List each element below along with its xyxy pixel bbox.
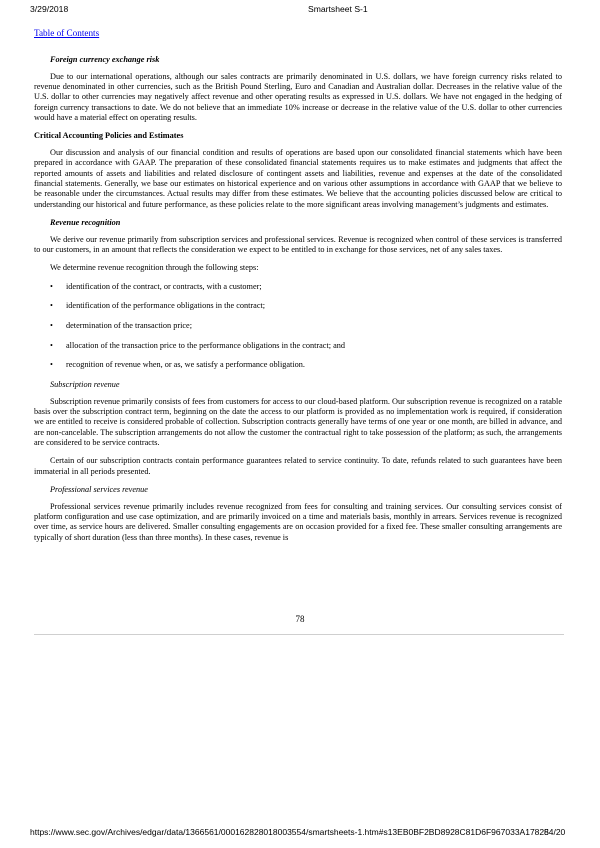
paragraph-revenue-steps-intro: We determine revenue recognition through the following steps: bbox=[50, 263, 259, 273]
footer-page-count: 84/20 bbox=[544, 827, 566, 837]
heading-revenue-recognition: Revenue recognition bbox=[50, 217, 121, 227]
paragraph-critical-accounting: Our discussion and analysis of our financial condition and results of operations are based upon our consolidated financial statements which have been prepared in accordance with GAAP. The preparation of these consolidated financial statements requires us to make estimates and judgments that affect the reported amounts of assets and liabilities and related disclosure of contingent assets and liabilities, revenue and expenses at the date of the consolidated financial statements. Generally, we base our estimates on historical experience and on various other assumptions in accordance with GAAP that we believe to be reasonable under the circumstances. Actual results may differ from these estimates. We believe that the accounting policies discussed below are critical to understanding our historical and future performance, as these policies relate to the more significant areas involving management’s judgments and estimates. bbox=[34, 148, 562, 209]
page-divider bbox=[34, 634, 564, 635]
footer-url: https://www.sec.gov/Archives/edgar/data/1366561/000162828018003554/smartsheets-1.htm#s13EB0BF2BD8928C81D6F967033A17825 bbox=[30, 827, 549, 837]
paragraph-professional-services: Professional services revenue primarily includes revenue recognized from fees for consulting and training services. Our consulting services consist of platform configuration and use case optimization, and are primarily invoiced on a time and materials basis, monthly in arrears. Services revenue is recognized over time, as service hours are delivered. Smaller consulting engagements are on occasion provided for a fixed fee. These smaller consulting arrangements are typically of short duration (less than three months). In these cases, revenue is bbox=[34, 501, 562, 542]
paragraph-foreign-currency: Due to our international operations, although our sales contracts are primarily denominated in U.S. dollars, we have foreign currency risks related to revenue denominated in other currencies, such as the British Pound Sterling, Euro and Canadian and Australian dollar. Decreases in the relative value of the U.S. dollar to other currencies may negatively affect revenue and other operating results as expressed in U.S. dollars. We have not engaged in the hedging of foreign currency transactions to date. We do not believe that an immediate 10% increase or decrease in the relative value of the U.S. dollar to other currencies would have a material effect on operating results. bbox=[34, 71, 562, 122]
revenue-steps-list bbox=[34, 282, 562, 371]
print-title: Smartsheet S-1 bbox=[308, 4, 368, 14]
paragraph-revenue-intro: We derive our revenue primarily from subscription services and professional services. Revenue is recognized when control of these services is transferred to our customers, in an amount that reflects the consideration we expect to be entitled to in exchange for those services, net of any sales taxes. bbox=[34, 234, 562, 254]
list-item: • recognition of revenue when, or as, we satisfy a performance obligation. bbox=[34, 360, 562, 370]
table-of-contents-link[interactable]: Table of Contents bbox=[34, 28, 100, 38]
heading-foreign-currency-risk: Foreign currency exchange risk bbox=[50, 55, 160, 64]
list-item: • determination of the transaction price; bbox=[34, 321, 562, 331]
heading-critical-accounting: Critical Accounting Policies and Estimates bbox=[34, 131, 184, 141]
paragraph-subscription-2: Certain of our subscription contracts contain performance guarantees related to service continuity. To date, refunds related to such guarantees have been immaterial in all periods presented. bbox=[34, 456, 562, 476]
page-number: 78 bbox=[295, 614, 305, 624]
list-item: • identification of the performance obligations in the contract; bbox=[34, 301, 562, 311]
paragraph-subscription-1: Subscription revenue primarily consists of fees from customers for access to our cloud-based platform. Our subscription revenue is recognized on a ratable basis over the subscription contract term, beginning on the date the access to our platform is provided as no implementation work is required, if consideration we are entitled to receive is considered probable of collection. Subscription contracts generally have terms of one year or one month, are billed in advance, and are non-cancelable. The subscription arrangements do not allow the customer the contractual right to take possession of the platform; as such, the arrangements are considered to be service contracts. bbox=[34, 396, 562, 447]
heading-subscription-revenue: Subscription revenue bbox=[50, 379, 120, 389]
heading-professional-services: Professional services revenue bbox=[50, 484, 148, 494]
list-item: • allocation of the transaction price to the performance obligations in the contract; and bbox=[34, 341, 562, 351]
document-body bbox=[34, 55, 562, 551]
print-date: 3/29/2018 bbox=[30, 4, 69, 14]
list-item: • identification of the contract, or contracts, with a customer; bbox=[34, 282, 562, 292]
